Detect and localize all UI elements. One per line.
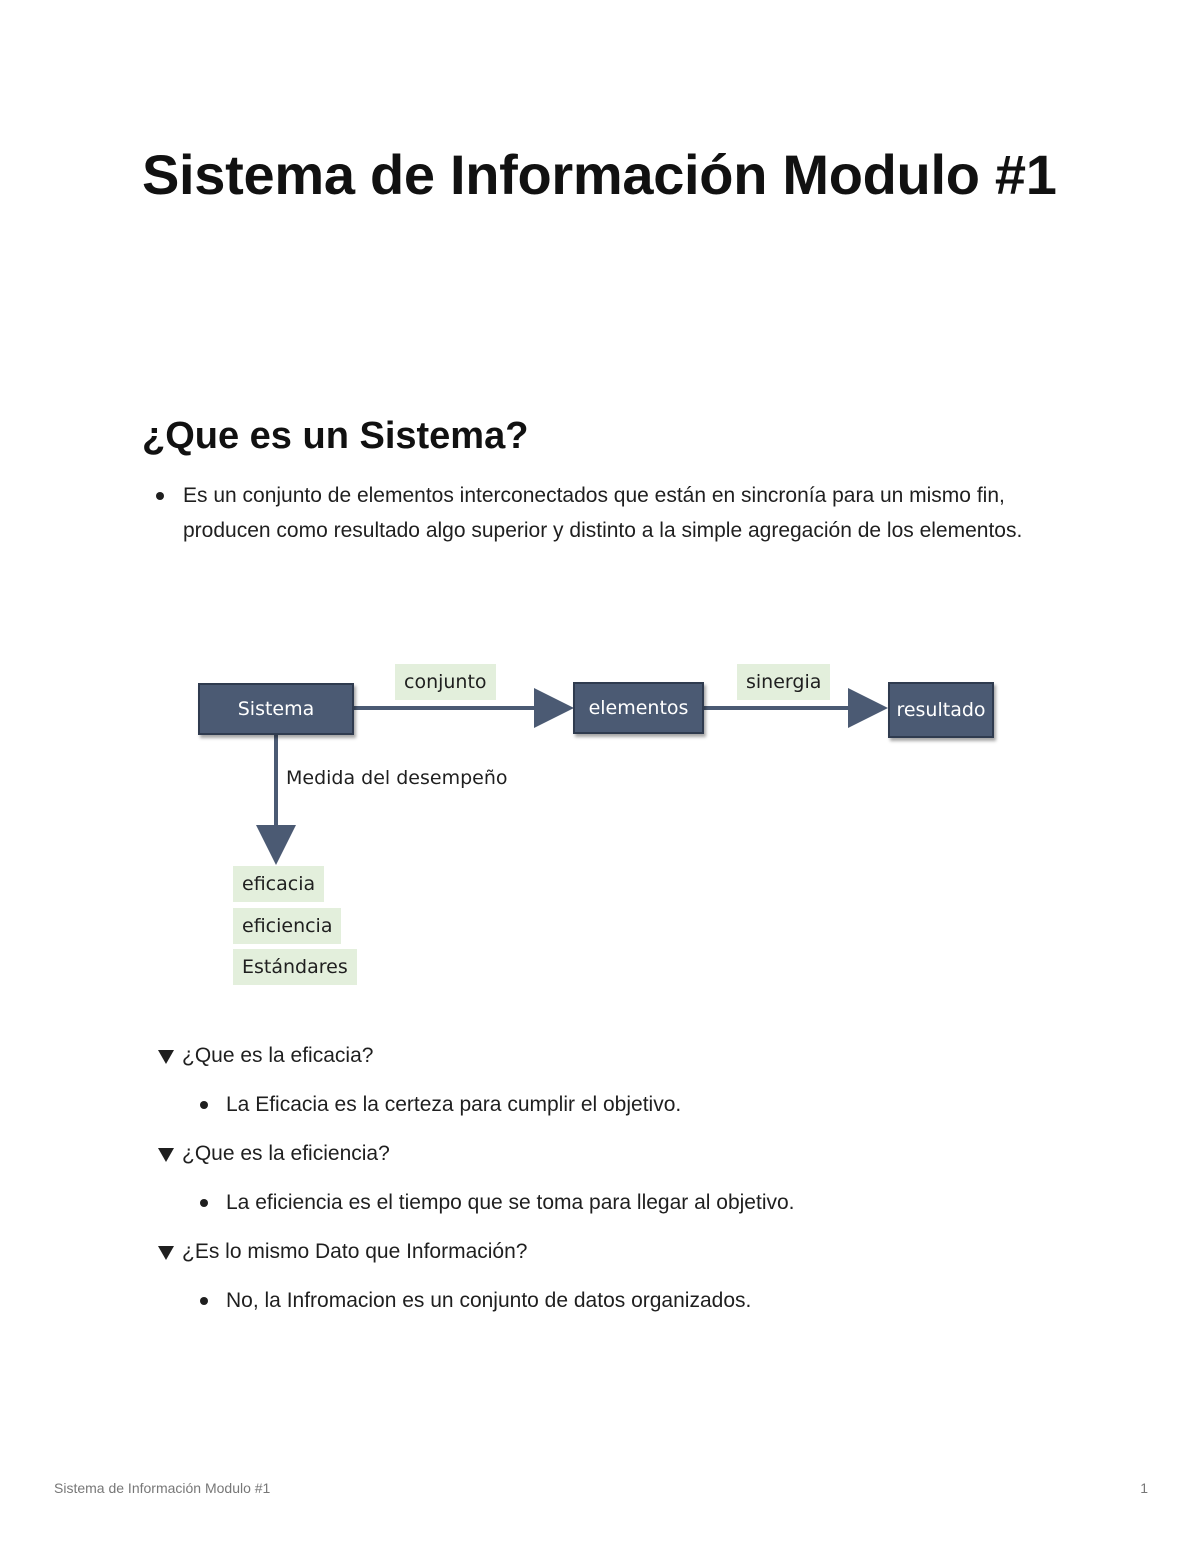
toggle-block (142, 1234, 1082, 1319)
list-item (142, 1087, 1082, 1123)
node-sistema: Sistema (198, 683, 354, 735)
page-title: Sistema de Información Modulo #1 (142, 143, 1057, 206)
bullet-icon (200, 1199, 208, 1207)
toggle-question: ¿Es lo mismo Dato que Información? (182, 1240, 528, 1263)
toggle-answer: No, la Infromacion es un conjunto de datos organizados. (226, 1289, 752, 1312)
toggle-block (142, 1038, 1082, 1123)
label-medida-desempeno: Medida del desempeño (286, 767, 508, 789)
toggle-list (142, 1038, 1082, 1332)
list-item (142, 1185, 1082, 1221)
toggle-eficacia[interactable] (142, 1038, 1082, 1074)
caret-down-icon[interactable] (158, 1246, 174, 1260)
bullet-icon (156, 492, 164, 500)
toggle-question: ¿Que es la eficiencia? (182, 1142, 390, 1165)
page-number: 1 (1140, 1480, 1148, 1496)
toggle-answer: La Eficacia es la certeza para cumplir el objetivo. (226, 1093, 682, 1116)
toggle-dato-informacion[interactable] (142, 1234, 1082, 1270)
toggle-eficiencia[interactable] (142, 1136, 1082, 1172)
system-diagram (190, 655, 1010, 995)
measure-eficacia: eficacia (233, 866, 324, 902)
node-elementos: elementos (573, 682, 704, 734)
label-sinergia: sinergia (737, 664, 830, 700)
measure-eficiencia: eficiencia (233, 908, 341, 944)
caret-down-icon[interactable] (158, 1050, 174, 1064)
measure-estandares: Estándares (233, 949, 357, 985)
node-resultado: resultado (888, 682, 994, 738)
bullet-icon (200, 1101, 208, 1109)
label-conjunto: conjunto (395, 664, 496, 700)
footer-title: Sistema de Información Modulo #1 (54, 1480, 271, 1496)
bullet-icon (200, 1297, 208, 1305)
definition-list (142, 478, 1062, 548)
list-item (142, 1283, 1082, 1319)
toggle-answer: La eficiencia es el tiempo que se toma para llegar al objetivo. (226, 1191, 795, 1214)
list-item (142, 478, 1062, 548)
definition-text: Es un conjunto de elementos interconectados que están en sincronía para un mismo fin, producen como resultado algo superior y distinto a la simple agregación de los elementos. (183, 484, 1023, 542)
caret-down-icon[interactable] (158, 1148, 174, 1162)
toggle-block (142, 1136, 1082, 1221)
toggle-question: ¿Que es la eficacia? (182, 1044, 374, 1067)
section-heading: ¿Que es un Sistema? (142, 415, 529, 457)
